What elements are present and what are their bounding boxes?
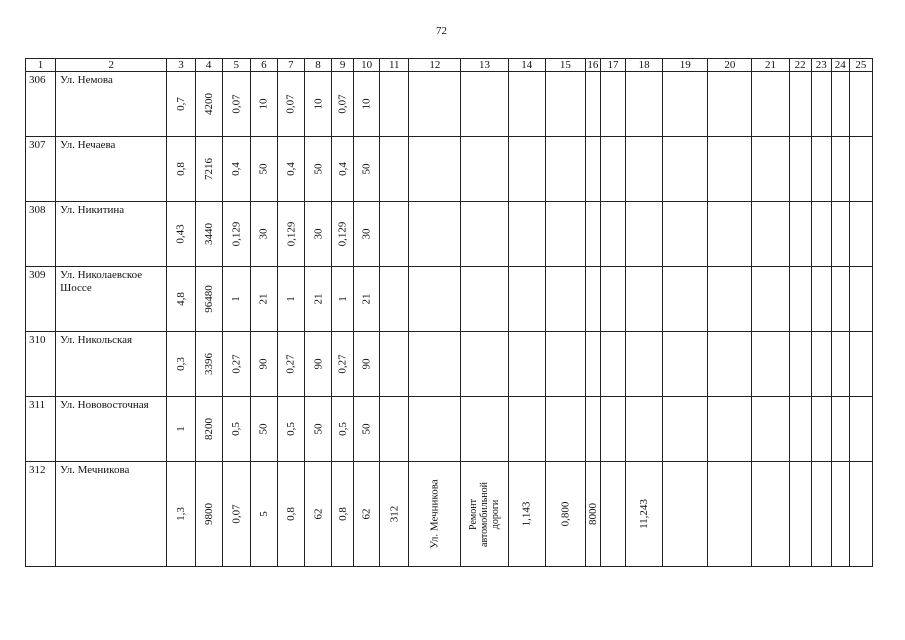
cell-col-21: [752, 332, 789, 397]
cell-value: 0,7: [175, 97, 188, 111]
column-header: 16: [585, 59, 600, 72]
cell-col-8: [304, 267, 331, 332]
page-number: 72: [436, 25, 447, 37]
cell-col-17: [600, 202, 625, 267]
cell-value: 0,27: [336, 354, 349, 374]
cell-value: 50: [360, 163, 373, 175]
cell-col-7: [277, 332, 304, 397]
column-header: 7: [277, 59, 304, 72]
cell-col-19: [663, 462, 708, 567]
column-header: 21: [752, 59, 789, 72]
cell-col-21: [752, 137, 789, 202]
cell-col-25: [849, 72, 872, 137]
cell-col-21: [752, 267, 789, 332]
cell-col-8: [304, 202, 331, 267]
cell-value: 0,27: [284, 354, 297, 374]
cell-value: 0,43: [175, 224, 188, 244]
cell-col-12: [409, 332, 461, 397]
cell-col-9: [332, 267, 354, 332]
cell-value: 0,8: [175, 162, 188, 176]
cell-col-3: [167, 397, 195, 462]
cell-col-6: [250, 332, 277, 397]
cell-value: 0,27: [230, 354, 243, 374]
cell-col-12: [409, 72, 461, 137]
cell-value: 90: [312, 358, 324, 370]
cell-value: 96480: [202, 285, 215, 313]
cell-value: 30: [257, 228, 270, 240]
cell-value: 0,8: [336, 507, 349, 521]
cell-value: 21: [257, 293, 270, 305]
cell-col-4: [195, 72, 222, 137]
column-header: 11: [380, 59, 409, 72]
cell-value: 0,07: [284, 94, 297, 114]
column-header: 17: [600, 59, 625, 72]
cell-col-17: [600, 462, 625, 567]
cell-value: 1: [336, 296, 349, 302]
cell-value: 10: [360, 98, 373, 110]
cell-value: 0,07: [230, 504, 243, 524]
cell-value: 50: [312, 423, 324, 435]
cell-col-3: [167, 202, 195, 267]
cell-col-24: [831, 267, 849, 332]
cell-col-10: [354, 202, 380, 267]
street-name: Ул. Мечникова: [56, 462, 167, 567]
cell-col-24: [831, 72, 849, 137]
cell-col-23: [811, 137, 831, 202]
cell-col-11: [380, 267, 409, 332]
cell-col-8: [304, 332, 331, 397]
cell-col-23: [811, 397, 831, 462]
column-header: 20: [708, 59, 752, 72]
cell-col-9: [332, 332, 354, 397]
cell-col-6: [250, 137, 277, 202]
cell-value: 3396: [202, 353, 215, 375]
cell-col-8: [304, 72, 331, 137]
cell-col-16: [585, 397, 600, 462]
cell-value: 0,800: [559, 501, 572, 527]
column-header: 24: [831, 59, 849, 72]
table-row: [26, 72, 873, 137]
column-header: 12: [409, 59, 461, 72]
cell-col-14: [508, 137, 545, 202]
cell-col-11: [380, 202, 409, 267]
cell-col-13: [461, 202, 508, 267]
cell-col-24: [831, 202, 849, 267]
cell-col-17: [600, 267, 625, 332]
cell-col-11: [380, 397, 409, 462]
cell-value: 5: [257, 511, 270, 517]
column-header: 4: [195, 59, 222, 72]
cell-col-18: [626, 72, 663, 137]
cell-col-3: [167, 137, 195, 202]
cell-value: 1: [284, 296, 297, 302]
cell-col-14: [508, 267, 545, 332]
street-name: Ул. Никитина: [56, 202, 167, 267]
cell-col-16: [585, 72, 600, 137]
cell-col-13: [461, 137, 508, 202]
cell-value: 0,129: [336, 221, 349, 247]
cell-col-21: [752, 202, 789, 267]
table-row: [26, 267, 873, 332]
cell-col-13: [461, 72, 508, 137]
column-header: 8: [304, 59, 331, 72]
cell-value: 0,129: [230, 221, 243, 247]
cell-col-14: [508, 397, 545, 462]
cell-col-25: [849, 332, 872, 397]
cell-col-15: [545, 202, 585, 267]
cell-col-23: [811, 72, 831, 137]
cell-value: 0,4: [336, 162, 349, 176]
cell-col-20: [708, 72, 752, 137]
cell-col-16: [585, 332, 600, 397]
column-header: 14: [508, 59, 545, 72]
cell-col-9: [332, 137, 354, 202]
row-number: 308: [26, 202, 56, 267]
cell-col-24: [831, 137, 849, 202]
street-name: Ул. Нововосточная: [56, 397, 167, 462]
cell-value: 50: [257, 423, 270, 435]
cell-col-20: [708, 137, 752, 202]
column-header: 13: [461, 59, 508, 72]
cell-col-5: [222, 137, 250, 202]
cell-value: 21: [312, 293, 324, 305]
table-row: [26, 332, 873, 397]
cell-col-19: [663, 202, 708, 267]
cell-col-4: [195, 332, 222, 397]
column-header: 15: [545, 59, 585, 72]
cell-col-5: [222, 72, 250, 137]
cell-col-16: [585, 137, 600, 202]
cell-col-13: [461, 267, 508, 332]
column-header: 9: [332, 59, 354, 72]
cell-col-25: [849, 267, 872, 332]
cell-col-8: [304, 462, 331, 567]
cell-col-15: [545, 397, 585, 462]
street-name: Ул. Николаевское Шоссе: [56, 267, 167, 332]
cell-col-20: [708, 332, 752, 397]
cell-value: 9800: [202, 503, 215, 525]
cell-col-22: [789, 72, 811, 137]
cell-col-17: [600, 332, 625, 397]
cell-value: 1,3: [175, 507, 188, 521]
cell-col-6: [250, 267, 277, 332]
cell-value: 1,143: [520, 501, 533, 527]
table-row: [26, 137, 873, 202]
cell-value: 0,4: [230, 162, 243, 176]
cell-value: 50: [257, 163, 270, 175]
cell-col-9: [332, 202, 354, 267]
cell-col-22: [789, 332, 811, 397]
cell-col-6: [250, 202, 277, 267]
cell-col-3: [167, 267, 195, 332]
cell-value: 62: [360, 508, 373, 520]
cell-col-24: [831, 332, 849, 397]
cell-col-15: [545, 267, 585, 332]
cell-col-5: [222, 267, 250, 332]
cell-col-4: [195, 397, 222, 462]
cell-col-16: [585, 202, 600, 267]
street-name: Ул. Никольская: [56, 332, 167, 397]
cell-col-17: [600, 397, 625, 462]
cell-value: Ул. Мечникова: [428, 479, 441, 549]
cell-value: Ремонт автомобильной дороги: [468, 481, 502, 547]
cell-col-8: [304, 137, 331, 202]
cell-col-5: [222, 202, 250, 267]
cell-col-19: [663, 267, 708, 332]
cell-value: 4,8: [175, 292, 188, 306]
cell-col-19: [663, 397, 708, 462]
cell-col-4: [195, 462, 222, 567]
cell-col-14: [508, 462, 545, 567]
cell-col-15: [545, 137, 585, 202]
data-table: [25, 58, 873, 567]
cell-col-18: [626, 137, 663, 202]
cell-value: 0,8: [284, 507, 297, 521]
cell-col-10: [354, 72, 380, 137]
cell-col-8: [304, 397, 331, 462]
cell-col-3: [167, 332, 195, 397]
cell-col-3: [167, 72, 195, 137]
cell-col-5: [222, 332, 250, 397]
cell-col-23: [811, 267, 831, 332]
cell-col-12: [409, 397, 461, 462]
cell-col-4: [195, 137, 222, 202]
cell-value: 90: [360, 358, 373, 370]
cell-value: 3440: [202, 223, 215, 245]
cell-col-4: [195, 267, 222, 332]
column-header: 19: [663, 59, 708, 72]
cell-value: 30: [312, 228, 324, 240]
cell-col-22: [789, 267, 811, 332]
cell-value: 0,07: [230, 94, 243, 114]
cell-col-23: [811, 332, 831, 397]
row-number: 306: [26, 72, 56, 137]
cell-col-7: [277, 462, 304, 567]
cell-col-7: [277, 137, 304, 202]
street-name: Ул. Нечаева: [56, 137, 167, 202]
cell-col-12: [409, 267, 461, 332]
cell-col-7: [277, 202, 304, 267]
cell-value: 0,5: [284, 422, 297, 436]
cell-col-20: [708, 202, 752, 267]
cell-col-18: [626, 332, 663, 397]
cell-col-10: [354, 137, 380, 202]
cell-col-20: [708, 397, 752, 462]
cell-col-25: [849, 137, 872, 202]
cell-col-11: [380, 332, 409, 397]
cell-col-22: [789, 137, 811, 202]
cell-col-4: [195, 202, 222, 267]
cell-col-18: [626, 397, 663, 462]
cell-value: 10: [312, 98, 324, 110]
cell-col-10: [354, 462, 380, 567]
row-number: 312: [26, 462, 56, 567]
cell-col-16: [585, 267, 600, 332]
cell-col-5: [222, 462, 250, 567]
cell-col-6: [250, 462, 277, 567]
cell-col-17: [600, 72, 625, 137]
table-row: [26, 462, 873, 567]
cell-col-10: [354, 267, 380, 332]
cell-col-7: [277, 267, 304, 332]
column-header: 2: [56, 59, 167, 72]
cell-col-17: [600, 137, 625, 202]
column-header: 3: [167, 59, 195, 72]
cell-col-12: [409, 462, 461, 567]
header-row: [26, 59, 873, 72]
cell-value: 8000: [586, 503, 599, 525]
cell-col-24: [831, 462, 849, 567]
cell-col-9: [332, 72, 354, 137]
cell-value: 1: [230, 296, 243, 302]
cell-col-23: [811, 462, 831, 567]
cell-col-7: [277, 397, 304, 462]
cell-col-15: [545, 332, 585, 397]
cell-value: 4200: [202, 93, 215, 115]
cell-col-14: [508, 72, 545, 137]
cell-value: 0,5: [230, 422, 243, 436]
cell-col-14: [508, 202, 545, 267]
cell-col-14: [508, 332, 545, 397]
table-row: [26, 202, 873, 267]
cell-value: 7216: [202, 158, 215, 180]
column-header: 10: [354, 59, 380, 72]
cell-value: 50: [312, 163, 324, 175]
cell-col-11: [380, 137, 409, 202]
cell-value: 90: [257, 358, 270, 370]
cell-col-20: [708, 267, 752, 332]
cell-col-13: [461, 332, 508, 397]
cell-col-6: [250, 72, 277, 137]
cell-col-12: [409, 202, 461, 267]
cell-col-23: [811, 202, 831, 267]
cell-col-22: [789, 202, 811, 267]
row-number: 307: [26, 137, 56, 202]
cell-value: 11,243: [638, 499, 651, 529]
cell-col-5: [222, 397, 250, 462]
cell-col-25: [849, 202, 872, 267]
street-name: Ул. Немова: [56, 72, 167, 137]
cell-col-20: [708, 462, 752, 567]
cell-col-24: [831, 397, 849, 462]
cell-value: 21: [360, 293, 373, 305]
cell-col-19: [663, 332, 708, 397]
cell-col-7: [277, 72, 304, 137]
row-number: 311: [26, 397, 56, 462]
cell-col-18: [626, 267, 663, 332]
cell-col-11: [380, 72, 409, 137]
table-row: [26, 397, 873, 462]
cell-value: 50: [360, 423, 373, 435]
row-number: 309: [26, 267, 56, 332]
cell-col-3: [167, 462, 195, 567]
cell-col-11: [380, 462, 409, 567]
cell-col-9: [332, 397, 354, 462]
cell-col-21: [752, 397, 789, 462]
column-header: 25: [849, 59, 872, 72]
column-header: 5: [222, 59, 250, 72]
cell-col-6: [250, 397, 277, 462]
cell-col-25: [849, 397, 872, 462]
cell-col-15: [545, 72, 585, 137]
cell-col-25: [849, 462, 872, 567]
column-header: 22: [789, 59, 811, 72]
cell-col-12: [409, 137, 461, 202]
cell-col-19: [663, 72, 708, 137]
cell-col-9: [332, 462, 354, 567]
cell-value: 0,3: [175, 357, 188, 371]
cell-col-18: [626, 202, 663, 267]
cell-col-10: [354, 332, 380, 397]
cell-value: 10: [257, 98, 270, 110]
column-header: 23: [811, 59, 831, 72]
cell-value: 62: [312, 508, 324, 520]
cell-col-21: [752, 72, 789, 137]
cell-value: 30: [360, 228, 373, 240]
cell-col-18: [626, 462, 663, 567]
cell-value: 0,4: [284, 162, 297, 176]
cell-value: 0,129: [284, 221, 297, 247]
cell-col-22: [789, 397, 811, 462]
cell-col-22: [789, 462, 811, 567]
cell-col-19: [663, 137, 708, 202]
cell-value: 312: [388, 505, 401, 523]
cell-col-21: [752, 462, 789, 567]
cell-col-10: [354, 397, 380, 462]
cell-value: 0,07: [336, 94, 349, 114]
column-header: 6: [250, 59, 277, 72]
cell-col-13: [461, 462, 508, 567]
cell-value: 0,5: [336, 422, 349, 436]
column-header: 1: [26, 59, 56, 72]
cell-col-15: [545, 462, 585, 567]
cell-col-16: [585, 462, 600, 567]
cell-value: 1: [175, 426, 188, 432]
row-number: 310: [26, 332, 56, 397]
cell-value: 8200: [202, 418, 215, 440]
column-header: 18: [626, 59, 663, 72]
cell-col-13: [461, 397, 508, 462]
